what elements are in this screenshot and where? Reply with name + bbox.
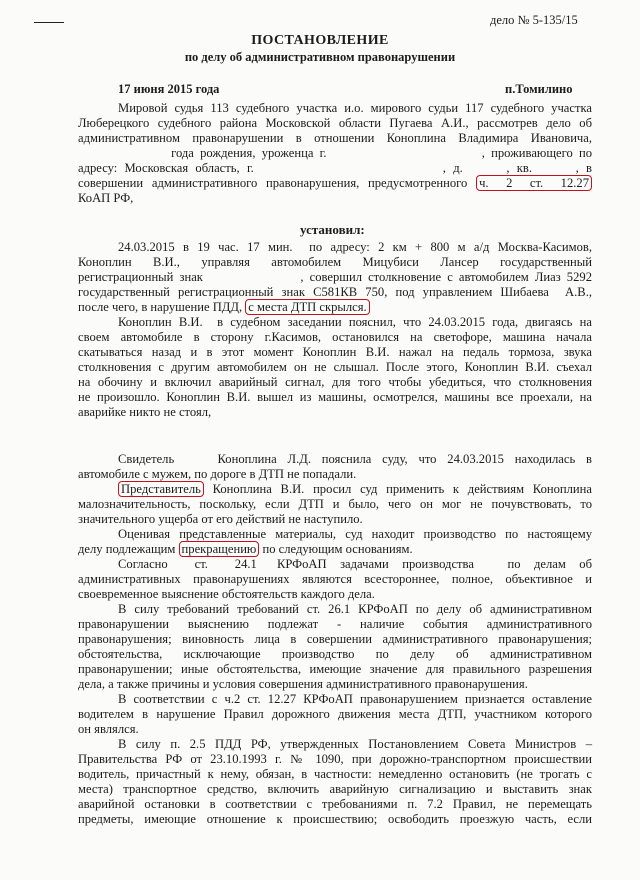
line-text: государственный регистрационный знак С581КВ 750, под управлением Шибаева А.В.,	[78, 285, 592, 299]
line-text: адресу: Московская область, г. , д. , кв. , в	[78, 161, 592, 175]
line-text: Коноплин В.И. в судебном заседании пояснил, что 24.03.2015 года, двигаясь на	[118, 315, 592, 329]
line-text: 24.03.2015 в 19 час. 17 мин. по адресу: 2 км + 800 м а/д Москва-Касимов,	[118, 240, 592, 254]
body-line	[78, 647, 592, 662]
body-line	[78, 797, 592, 812]
line-text: Люберецкого судебного района Московской области Пугаева А.И., рассмотрев дело об	[78, 116, 592, 130]
body-line	[118, 737, 592, 752]
highlighted-term: ч. 2 ст. 12.27	[476, 175, 592, 191]
body-line	[78, 677, 592, 692]
line-text: столкновения с другим автомобилем он не слышал. После этого, Коноплин В.И. съехал	[78, 360, 592, 374]
line-text: Коноплина В.И. просил суд применить к действиям Коноплина	[203, 482, 592, 496]
body-line	[78, 767, 592, 782]
line-text: дела, а также причины и условия совершения административного правонарушения.	[78, 677, 528, 691]
body-line	[78, 116, 592, 131]
line-text: Мировой судья 113 судебного участка и.о. мирового судьи 117 судебного участка	[118, 101, 592, 115]
line-text: своем автомобиле в сторону г.Касимов, остановился на светофоре, машина начала	[78, 330, 592, 344]
line-text: В силу требований требований ст. 26.1 КРФоАП по делу об административном	[118, 602, 592, 616]
body-line	[78, 662, 592, 677]
body-line	[118, 692, 592, 707]
body-line	[118, 482, 592, 497]
body-line	[78, 512, 592, 527]
body-line	[78, 497, 592, 512]
body-line	[78, 722, 592, 737]
body-line	[118, 240, 592, 255]
document-subtitle: по делу об административном правонарушении	[184, 50, 456, 64]
line-text: Оценивая представленные материалы, суд находит производство по настоящему	[118, 527, 592, 541]
line-text: водитель, причастный к нему, обязан, в частности: немедленно остановить (не трогать с	[78, 767, 592, 781]
line-text: обстоятельства, исключающие производство по делу об административном	[78, 647, 592, 661]
line-text: года рождения, уроженца г. , проживающего по	[78, 146, 592, 160]
body-line	[78, 285, 592, 300]
line-text: Согласно ст. 24.1 КРФоАП задачами производства по делам об	[118, 557, 592, 571]
body-line	[78, 707, 592, 722]
line-text: на обочину и включил аварийный сигнал, для того чтобы убедиться, что столкновения	[78, 375, 592, 389]
line-text: водителем в нарушение Правил дорожного движения места ДТП, участником которого	[78, 707, 592, 721]
highlighted-term: с места ДТП скрылся.	[245, 299, 369, 315]
body-line	[78, 255, 592, 270]
body-line	[118, 527, 592, 542]
body-line	[78, 270, 592, 285]
section-heading-established: установил:	[300, 222, 365, 237]
body-line	[78, 632, 592, 647]
line-text: автомобиле с мужем, по дороге в ДТП не попадали.	[78, 467, 357, 481]
highlighted-term: Представитель	[118, 481, 204, 497]
corner-mark	[34, 22, 64, 23]
line-text: предметы, имеющие отношение к происшествию; освободить проезжую часть, если	[78, 812, 592, 826]
body-line	[78, 782, 592, 797]
case-number: дело № 5-135/15	[490, 13, 578, 27]
highlighted-term: прекращению	[179, 541, 260, 557]
body-line	[78, 572, 592, 587]
line-text: регистрационный знак , совершил столкновение с автомобилем Лиаз 5292	[78, 270, 592, 284]
body-line	[78, 330, 592, 345]
line-text: правонарушении; иные обстоятельства, имеющие значение для правильного разрешения	[78, 662, 592, 676]
document-title: ПОСТАНОВЛЕНИЕ	[251, 33, 389, 48]
line-text: он являлся.	[78, 722, 139, 736]
line-text: аварийке никто не стоял,	[78, 405, 212, 419]
body-line	[78, 345, 592, 360]
body-line	[78, 176, 592, 191]
body-line	[78, 405, 592, 420]
line-text: своевременное выяснение обстоятельств каждого дела.	[78, 587, 375, 601]
line-text: малозначительность, поскольку, если ДТП и было, чего он мог не почувствовать, то	[78, 497, 592, 511]
line-text: аварийной остановки в соответствии с требованиями п. 7.2 Правил, не перемещать	[78, 797, 592, 811]
body-line	[78, 812, 592, 827]
line-text: совершении административного правонарушения, предусмотренного	[78, 176, 477, 190]
line-text: правонарушения; виновность лица в совершении административного правонарушения;	[78, 632, 592, 646]
line-text: Коноплин В.И., управляя автомобилем Мицубиси Лансер государственный	[78, 255, 592, 269]
line-text: административных правонарушениях являются всестороннее, полное, объективное и	[78, 572, 592, 586]
line-text: места) транспортное средство, включить аварийную сигнализацию и выставить знак	[78, 782, 592, 796]
body-line	[78, 131, 592, 146]
body-line	[118, 452, 592, 467]
body-line	[78, 390, 592, 405]
document-city: п.Томилино	[505, 82, 573, 96]
body-line	[78, 360, 592, 375]
body-line	[78, 146, 592, 161]
body-line	[118, 557, 592, 572]
body-line	[78, 191, 592, 206]
line-text: скатываться назад и в этот момент Коноплин В.И. нажал на педаль тормоза, звука	[78, 345, 592, 359]
line-text: значительного ущерба от его действий не наступило.	[78, 512, 363, 526]
body-line	[78, 542, 592, 557]
body-line	[78, 375, 592, 390]
body-line	[78, 161, 592, 176]
body-line	[118, 101, 592, 116]
line-text: Правительства РФ от 23.10.1993 г. № 1090, при дорожно-транспортном происшествии	[78, 752, 592, 766]
body-line	[78, 467, 592, 482]
line-text: не произошло. Коноплин В.И. вышел из машины, осмотрелся, машины все проехали, на	[78, 390, 592, 404]
line-text: В силу п. 2.5 ПДД РФ, утвержденных Постановлением Совета Министров –	[118, 737, 592, 751]
line-text: КоАП РФ,	[78, 191, 134, 205]
body-line	[78, 300, 592, 315]
line-text: делу подлежащим	[78, 542, 179, 556]
line-text: правонарушении выяснению подлежат - наличие события административного	[78, 617, 592, 631]
document-date: 17 июня 2015 года	[118, 82, 220, 96]
body-line	[78, 617, 592, 632]
line-text: административном правонарушении в отношении Коноплина Владимира Ивановича,	[78, 131, 592, 145]
body-line	[118, 602, 592, 617]
line-text: после чего, в нарушение ПДД,	[78, 300, 246, 314]
body-line	[78, 587, 592, 602]
line-text: Свидетель Коноплина Л.Д. пояснила суду, что 24.03.2015 находилась в	[118, 452, 592, 466]
body-line	[78, 752, 592, 767]
line-text: В соответствии с ч.2 ст. 12.27 КРФоАП правонарушением признается оставление	[118, 692, 592, 706]
body-line	[118, 315, 592, 330]
line-text-suffix: по следующим основаниям.	[259, 542, 413, 556]
